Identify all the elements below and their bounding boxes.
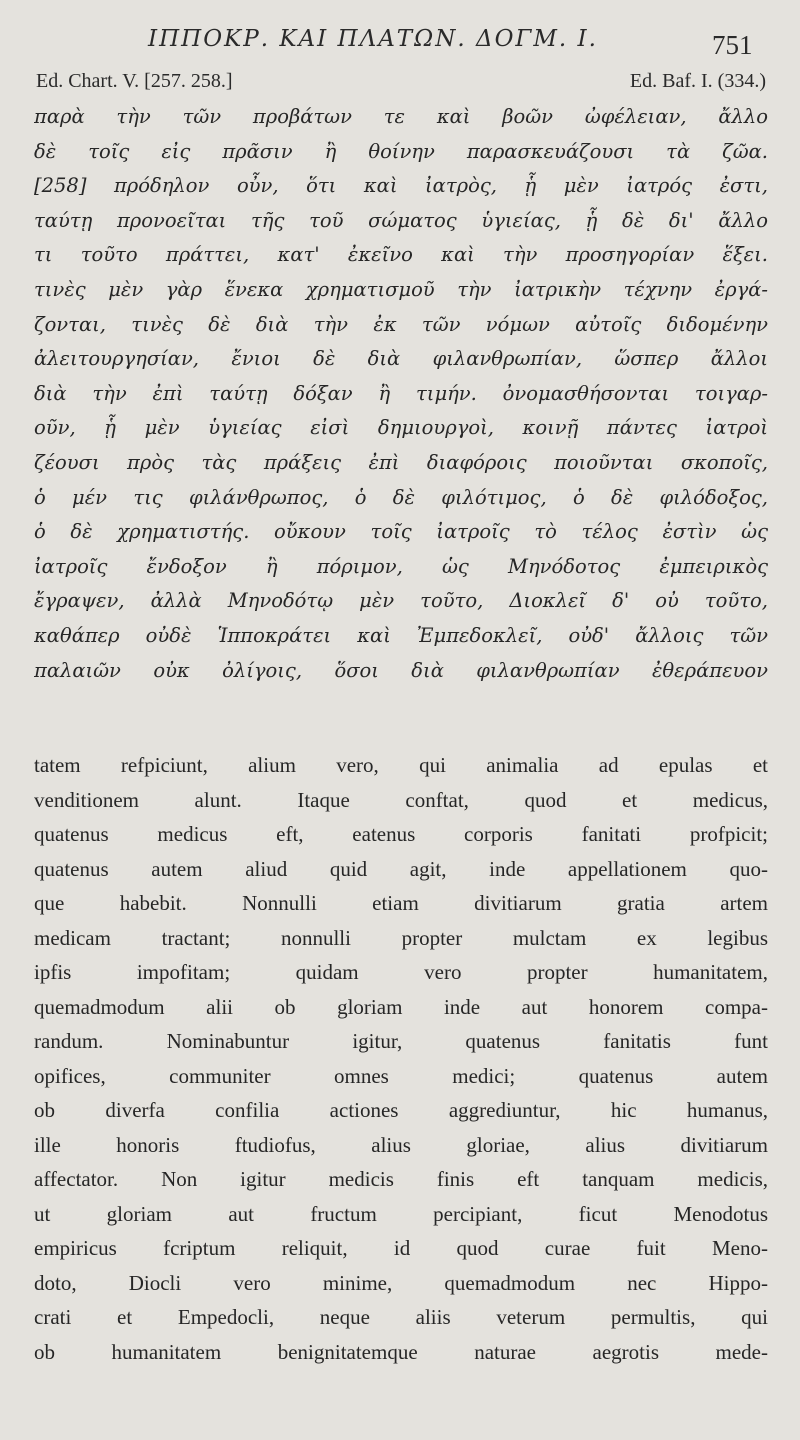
edition-basel-reference: Ed. Baf. I. (334.) bbox=[629, 70, 766, 92]
latin-line: doto, Diocli vero minime, quemadmodum nec Hippo- bbox=[34, 1270, 768, 1295]
greek-line: διὰ τὴν ἐπὶ ταύτῃ δόξαν ἢ τιμήν. ὀνομασθήσονται τοιγαρ- bbox=[34, 381, 768, 405]
latin-line: que habebit. Nonnulli etiam divitiarum gratia artem bbox=[34, 891, 768, 915]
latin-line: crati et Empedocli, neque aliis veterum permultis, qui bbox=[34, 1305, 768, 1329]
latin-line: ob humanitatem benignitatemque naturae aegrotis mede- bbox=[34, 1339, 768, 1364]
running-title: ΙΠΠΟΚΡ. ΚΑΙ ΠΛΑΤΩΝ. ΔΟΓΜ. Ι. bbox=[148, 26, 598, 52]
greek-text-block bbox=[34, 100, 768, 688]
greek-line: δὲ τοῖς εἰς πρᾶσιν ἢ θοίνην παρασκευάζουσι τὰ ζῶα. bbox=[34, 139, 768, 163]
greek-line: [258] πρόδηλον οὖν, ὅτι καὶ ἰατρὸς, ᾗ μὲν ἰατρός ἐστι, bbox=[34, 174, 768, 198]
latin-line: tatem refpiciunt, alium vero, qui animalia ad epulas et bbox=[34, 753, 768, 777]
greek-line: ἰατροῖς ἔνδοξον ἢ πόριμον, ὡς Μηνόδοτος ἐμπειρικὸς bbox=[34, 554, 768, 578]
greek-line: ζονται, τινὲς δὲ διὰ τὴν ἐκ τῶν νόμων αὐτοῖς διδομένην bbox=[34, 312, 768, 336]
greek-line: ὁ δὲ χρηματιστής. οὔκουν τοῖς ἰατροῖς τὸ τέλος ἐστὶν ὡς bbox=[34, 520, 768, 544]
latin-line: empiricus fcriptum reliquit, id quod curae fuit Meno- bbox=[34, 1236, 768, 1260]
latin-text-block bbox=[34, 748, 768, 1369]
greek-line: τι τοῦτο πράττει, κατ' ἐκεῖνο καὶ τὴν προσηγορίαν ἕξει. bbox=[34, 243, 768, 267]
page-number: 751 bbox=[712, 30, 753, 60]
edition-chart-reference: Ed. Chart. V. [257. 258.] bbox=[36, 70, 233, 92]
latin-line: affectator. Non igitur medicis finis eft tanquam medicis, bbox=[34, 1167, 768, 1191]
latin-line: ipfis impofitam; quidam vero propter humanitatem, bbox=[34, 960, 768, 984]
latin-line: randum. Nominabuntur igitur, quatenus fanitatis funt bbox=[34, 1029, 768, 1053]
greek-line: ὁ μέν τις φιλάνθρωπος, ὁ δὲ φιλότιμος, ὁ δὲ φιλόδοξος, bbox=[34, 485, 768, 509]
latin-line: quemadmodum alii ob gloriam inde aut honorem compa- bbox=[34, 994, 768, 1019]
latin-line: quatenus autem aliud quid agit, inde appellationem quo- bbox=[34, 856, 768, 881]
latin-line: ut gloriam aut fructum percipiant, ficut Menodotus bbox=[34, 1201, 768, 1226]
edition-reference-line bbox=[36, 70, 766, 98]
greek-line: καθάπερ οὐδὲ Ἱπποκράτει καὶ Ἐμπεδοκλεῖ, οὐδ' ἄλλοις τῶν bbox=[34, 623, 768, 647]
greek-line: παλαιῶν οὐκ ὀλίγοις, ὅσοι διὰ φιλανθρωπίαν ἐθεράπευον bbox=[34, 658, 768, 682]
latin-line: ob diverfa confilia actiones aggrediuntur, hic humanus, bbox=[34, 1098, 768, 1122]
greek-line: ἔγραψεν, ἀλλὰ Μηνοδότῳ μὲν τοῦτο, Διοκλεῖ δ' οὐ τοῦτο, bbox=[34, 589, 768, 613]
latin-line: quatenus medicus eft, eatenus corporis fanitati profpicit; bbox=[34, 822, 768, 846]
greek-line: ἀλειτουργησίαν, ἔνιοι δὲ διὰ φιλανθρωπίαν, ὥσπερ ἄλλοι bbox=[34, 347, 768, 371]
greek-line: παρὰ τὴν τῶν προβάτων τε καὶ βοῶν ὠφέλειαν, ἄλλο bbox=[34, 105, 768, 128]
greek-line: ταύτῃ προνοεῖται τῆς τοῦ σώματος ὑγιείας, ᾗ δὲ δι' ἄλλο bbox=[34, 208, 768, 232]
latin-line: ille honoris ftudiofus, alius gloriae, alius divitiarum bbox=[34, 1132, 768, 1157]
page-header bbox=[0, 26, 800, 66]
greek-line: τινὲς μὲν γὰρ ἕνεκα χρηματισμοῦ τὴν ἰατρικὴν τέχνην ἐργά- bbox=[34, 277, 768, 301]
latin-line: opifices, communiter omnes medici; quatenus autem bbox=[34, 1063, 768, 1088]
greek-line: οῦν, ᾗ μὲν ὑγιείας εἰσὶ δημιουργοὶ, κοινῇ πάντες ἰατροὶ bbox=[34, 416, 768, 440]
latin-line: medicam tractant; nonnulli propter mulctam ex legibus bbox=[34, 925, 768, 950]
greek-line: ζέουσι πρὸς τὰς πράξεις ἐπὶ διαφόροις ποιοῦνται σκοποῖς, bbox=[34, 450, 768, 474]
latin-line: venditionem alunt. Itaque conftat, quod et medicus, bbox=[34, 787, 768, 812]
